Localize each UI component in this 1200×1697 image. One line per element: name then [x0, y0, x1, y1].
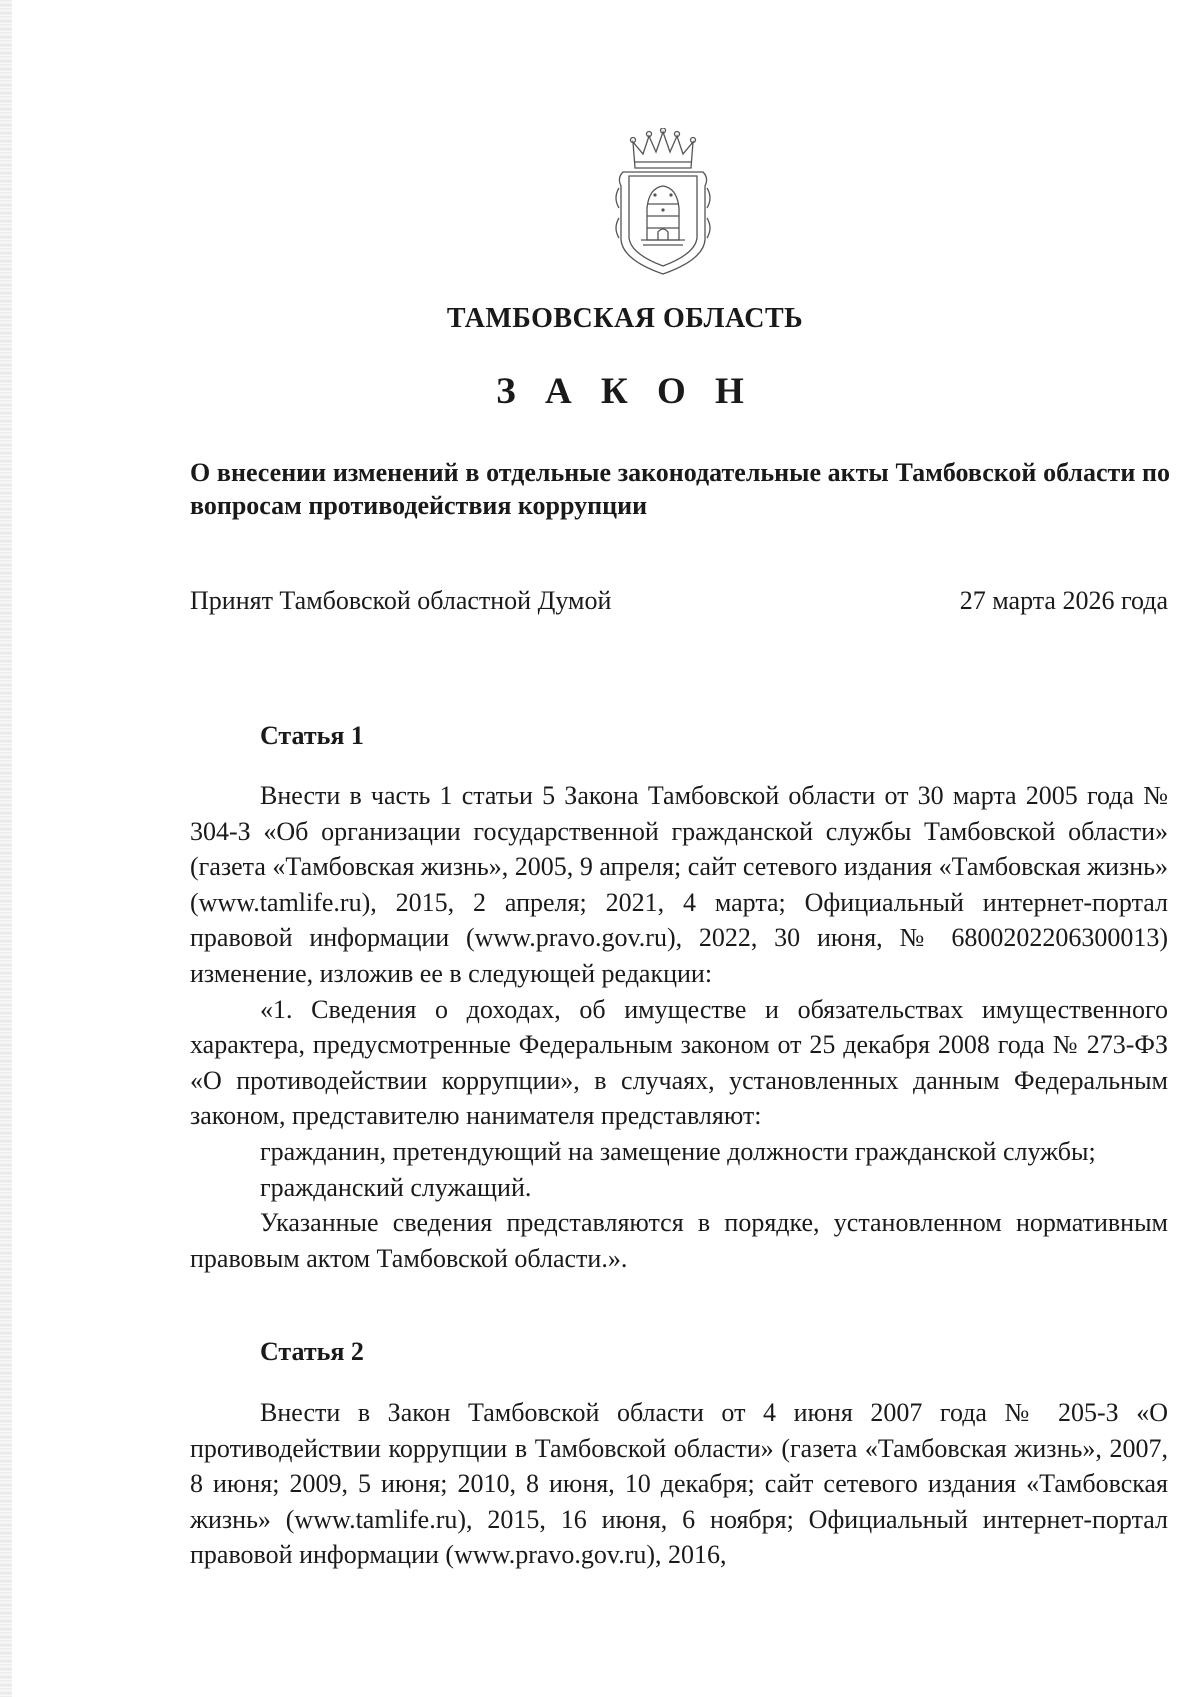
- law-title: О внесении изменений в отдельные законодательные акты Тамбовской области по вопросам противодействия коррупции: [190, 458, 1170, 520]
- article-2-body: [190, 1395, 1168, 1573]
- coat-of-arms-emblem: [611, 128, 715, 276]
- document-type: З А К О Н: [496, 371, 754, 412]
- article-1-paragraph: гражданский служащий.: [260, 1172, 532, 1202]
- scan-edge-artifact: [0, 0, 12, 1697]
- article-1-heading: Статья 1: [260, 721, 364, 750]
- article-1-body: [190, 778, 1168, 1276]
- adopting-body: Принят Тамбовской областной Думой: [190, 586, 612, 615]
- adoption-date: 27 марта 2026 года: [959, 586, 1168, 615]
- article-1-paragraph: Внести в часть 1 статьи 5 Закона Тамбовской области от 30 марта 2005 года № 304-З «Об организации государственной гражданской службы Тамбовской области» (газета «Тамбовская жизнь», 2005, 9 апреля; сайт сетевого издания «Тамбовская жизнь» (www.tamlife.ru), 2015, 2 апреля; 2021, 4 марта; Официальный интернет-портал правовой информации (www.pravo.gov.ru), 2022, 30 июня, № 6800202206300013) изменение, изложив ее в следующей редакции:: [190, 781, 1168, 988]
- adoption-line: [190, 586, 1168, 616]
- article-1-paragraph: Указанные сведения представляются в порядке, установленном нормативным правовым актом Тамбовской области.».: [190, 1208, 1168, 1273]
- article-1-paragraph: «1. Сведения о доходах, об имуществе и обязательствах имущественного характера, предусмотренные Федеральным законом от 25 декабря 2008 года № 273-ФЗ «О противодействии коррупции», в случаях, установленных данным Федеральным законом, представителю нанимателя представляют:: [190, 994, 1168, 1131]
- article-2-paragraph: Внести в Закон Тамбовской области от 4 июня 2007 года № 205-З «О противодействии коррупции в Тамбовской области» (газета «Тамбовская жизнь», 2007, 8 июня; 2009, 5 июня; 2010, 8 июня, 10 декабря; сайт сетевого издания «Тамбовская жизнь» (www.tamlife.ru), 2015, 16 июня, 6 ноября; Официальный интернет-портал правовой информации (www.pravo.gov.ru), 2016,: [190, 1398, 1168, 1570]
- region-title: ТАМБОВСКАЯ ОБЛАСТЬ: [446, 303, 804, 334]
- article-1-paragraph: гражданин, претендующий на замещение должности гражданской службы;: [260, 1136, 1096, 1166]
- article-2-heading: Статья 2: [260, 1337, 364, 1366]
